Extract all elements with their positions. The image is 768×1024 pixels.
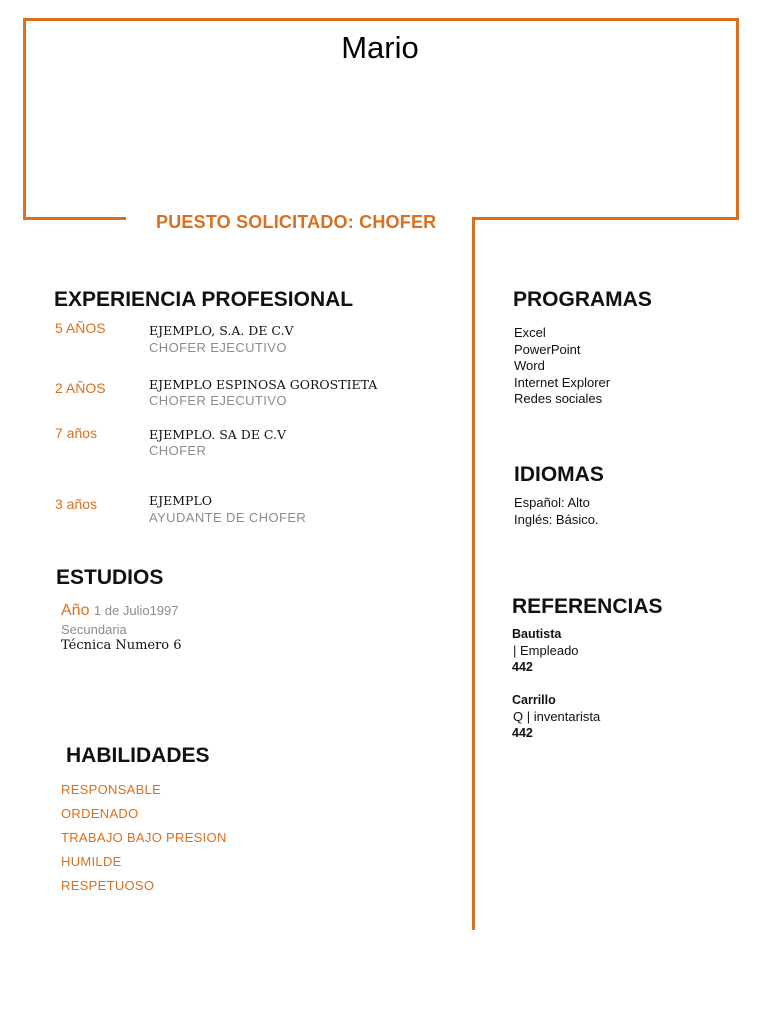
program-item: Excel: [514, 325, 546, 340]
education-year-line: [61, 602, 179, 620]
experience-role: CHOFER EJECUTIVO: [149, 340, 287, 355]
experience-company: EJEMPLO, S.A. DE C.V: [149, 323, 294, 338]
experience-role: CHOFER: [149, 443, 207, 458]
experience-years: 2 AÑOS: [55, 380, 106, 396]
position-applied: PUESTO SOLICITADO: CHOFER: [156, 212, 437, 232]
reference-phone: 442: [512, 660, 533, 674]
languages-heading: IDIOMAS: [514, 463, 604, 486]
program-item: Internet Explorer: [514, 374, 611, 390]
references-heading: REFERENCIAS: [512, 595, 663, 618]
language-item: Inglés: Básico.: [514, 511, 599, 527]
experience-years: 3 años: [55, 496, 98, 512]
language-item: Español: Alto: [514, 495, 590, 510]
experience-years: 7 años: [55, 425, 98, 441]
frame-bottom-right-border: [472, 217, 739, 220]
skill-item: ORDENADO: [61, 806, 139, 821]
candidate-name: Mario: [341, 30, 419, 65]
skill-item: TRABAJO BAJO PRESION: [61, 830, 227, 845]
experience-company: EJEMPLO ESPINOSA GOROSTIETA: [149, 377, 378, 392]
education-school: Técnica Numero 6: [61, 638, 182, 653]
experience-role: CHOFER EJECUTIVO: [149, 393, 287, 408]
programs-heading: PROGRAMAS: [513, 288, 652, 311]
column-divider: [472, 217, 475, 930]
skills-heading: HABILIDADES: [66, 744, 210, 767]
skill-item: RESPETUOSO: [61, 878, 155, 893]
reference-role: Q | inventarista: [513, 709, 601, 724]
skill-item: RESPONSABLE: [61, 782, 162, 797]
education-date: 1 de Julio1997: [93, 603, 179, 618]
frame-bottom-left-border: [23, 217, 126, 220]
experience-company: EJEMPLO: [149, 493, 213, 508]
reference-role: | Empleado: [513, 643, 579, 658]
education-heading: ESTUDIOS: [56, 566, 164, 589]
program-item: Word: [514, 358, 545, 373]
reference-name: Carrillo: [512, 693, 556, 707]
education-level: Secundaria: [61, 622, 127, 637]
programs-list: [514, 325, 610, 408]
program-item: PowerPoint: [514, 341, 581, 357]
experience-role: AYUDANTE DE CHOFER: [149, 510, 307, 525]
experience-heading: EXPERIENCIA PROFESIONAL: [54, 288, 354, 311]
frame-top-border: [23, 18, 739, 21]
program-item: Redes sociales: [514, 391, 603, 406]
skill-item: HUMILDE: [61, 854, 122, 869]
reference-phone: 442: [512, 726, 533, 740]
experience-years: 5 AÑOS: [55, 320, 106, 336]
experience-company: EJEMPLO. SA DE C.V: [149, 427, 287, 442]
languages-list: [514, 495, 599, 528]
reference-name: Bautista: [512, 627, 562, 641]
education-year-label: Año: [61, 602, 90, 619]
